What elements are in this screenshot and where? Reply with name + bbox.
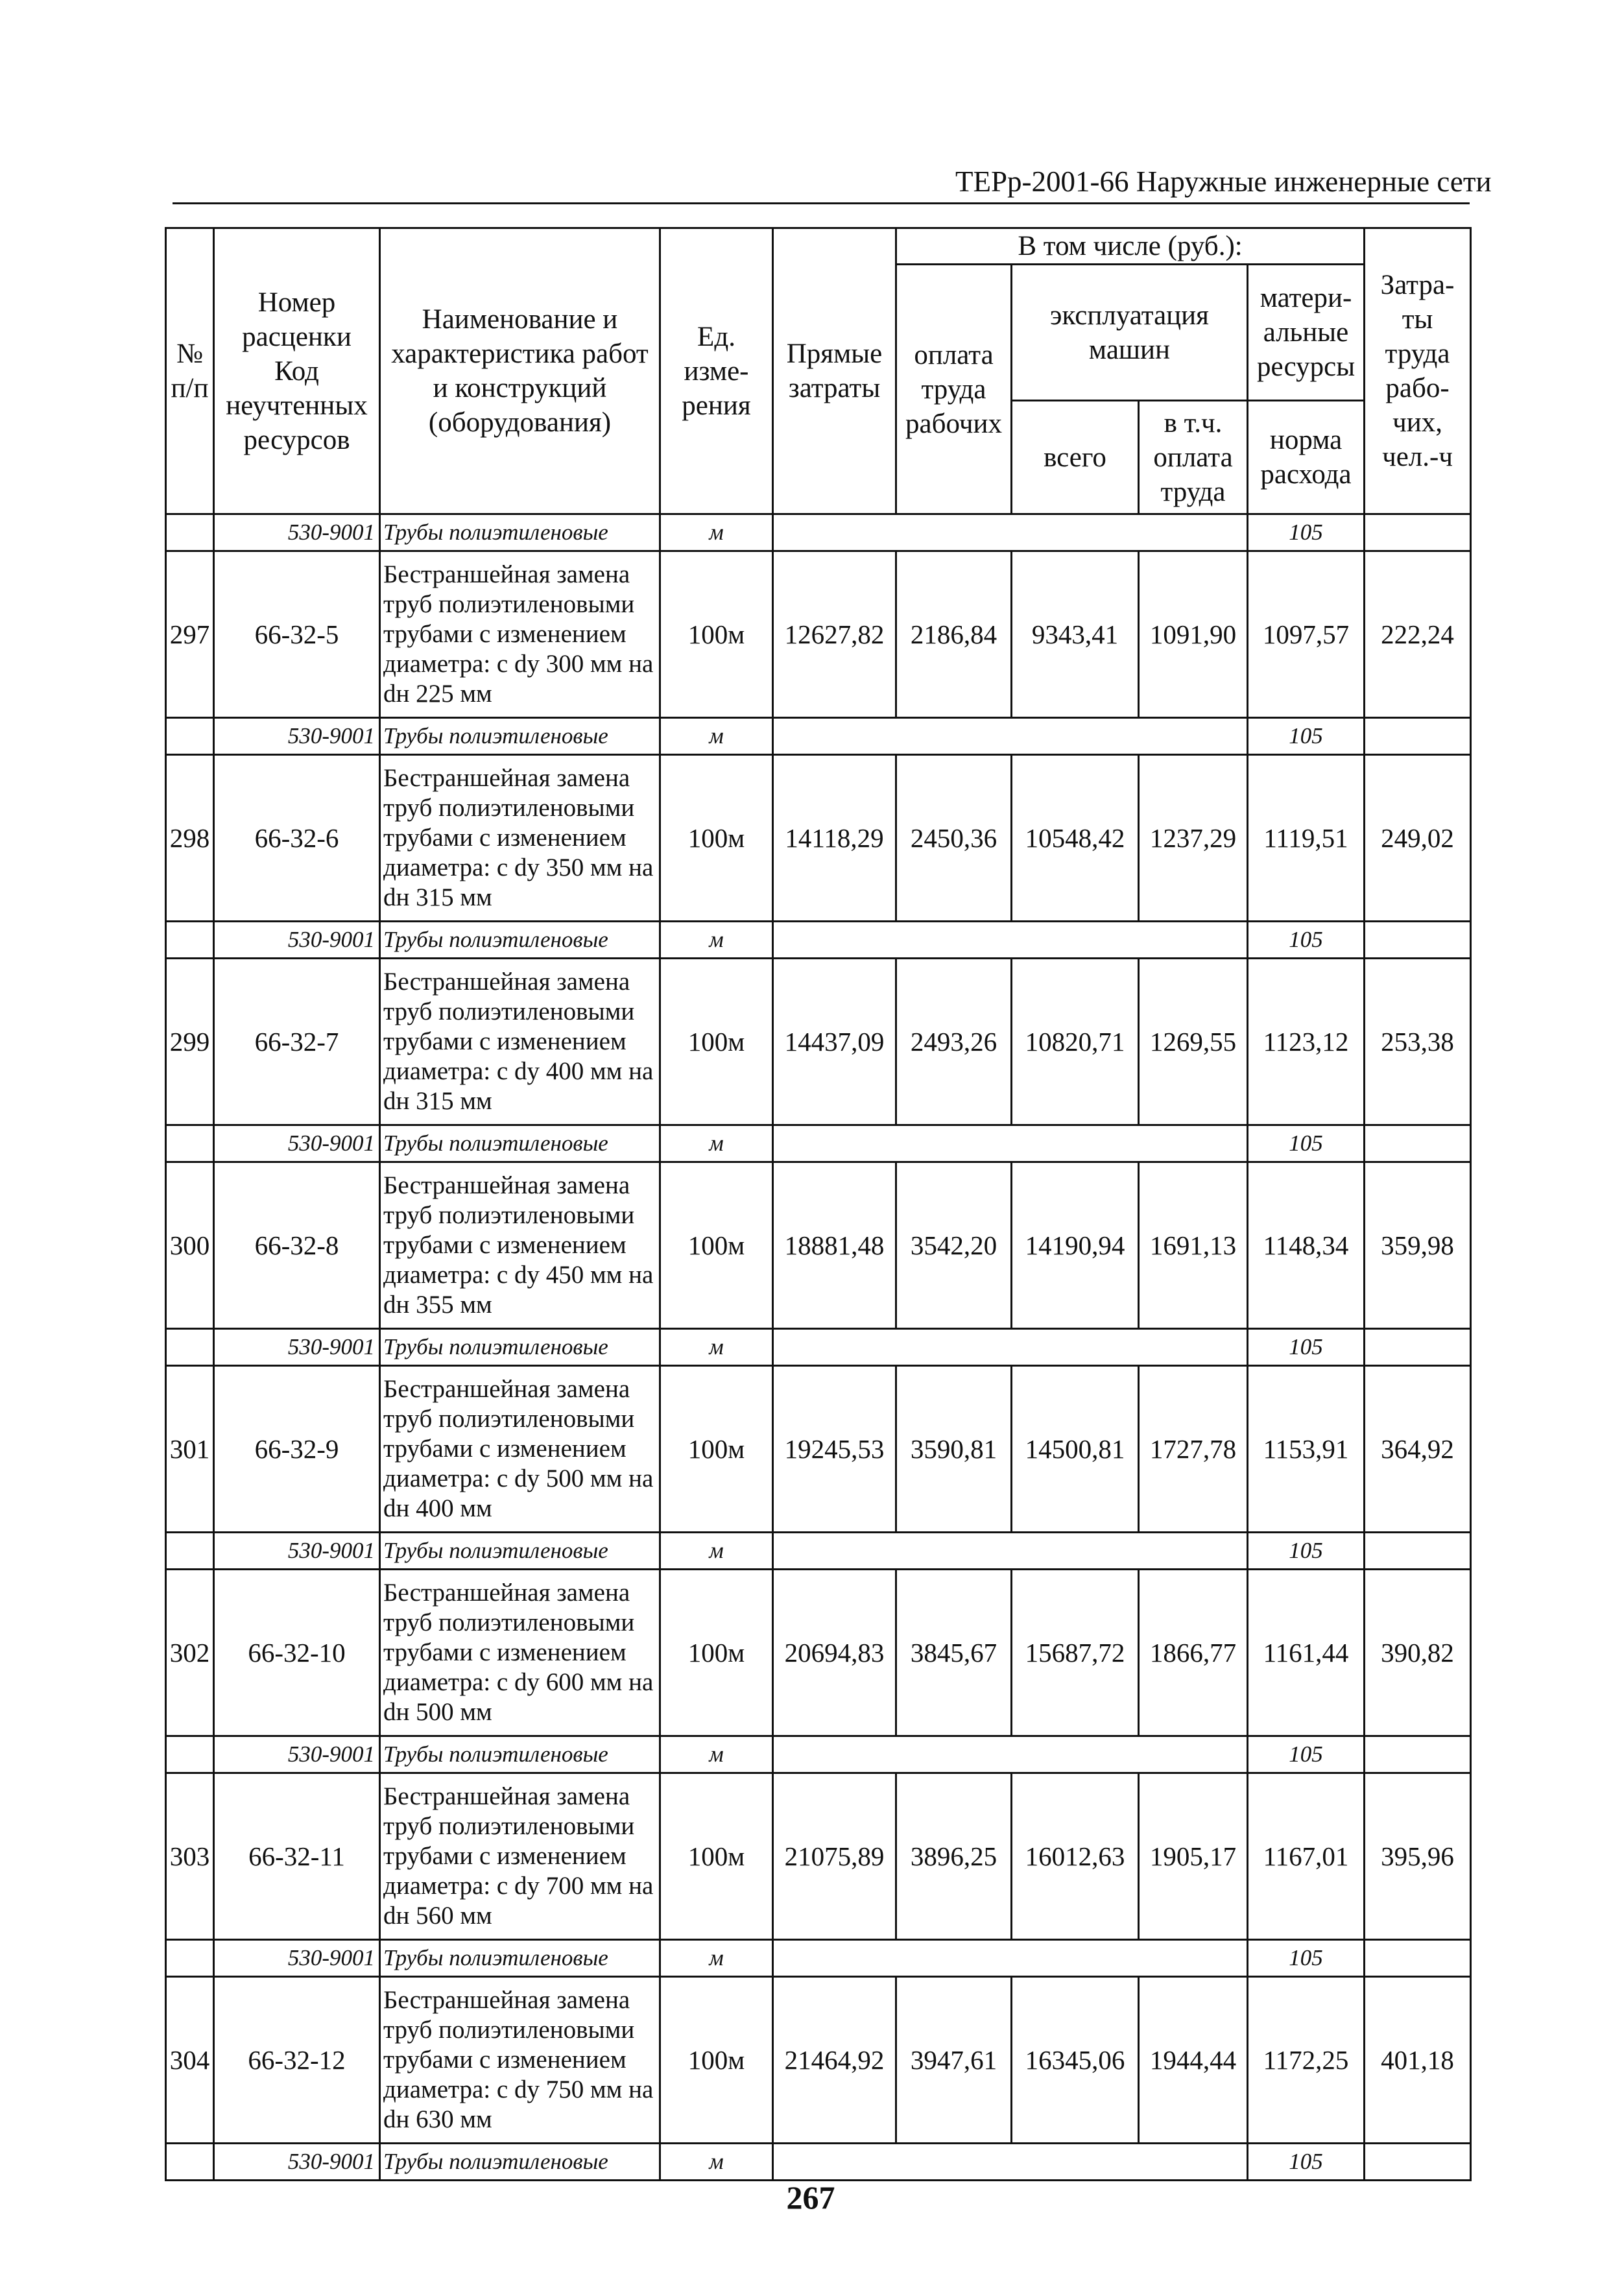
row-num-cell	[166, 1736, 214, 1773]
item-name: Бестраншейная замена труб полиэтиленовыми трубами с изменением диаметра: с dy 500 мм на dн 400 мм	[380, 1366, 660, 1533]
item-direct: 18881,48	[773, 1162, 896, 1329]
header-num: № п/п	[166, 228, 214, 514]
resource-norm: 105	[1248, 1329, 1365, 1366]
resource-blank	[773, 2144, 1248, 2181]
item-row	[166, 959, 1471, 1125]
item-unit: 100м	[660, 1773, 773, 1940]
resource-row	[166, 1736, 1471, 1773]
norm-table	[165, 227, 1472, 2181]
resource-code: 530-9001	[214, 1125, 380, 1162]
resource-row	[166, 922, 1471, 959]
item-machines-total: 14190,94	[1012, 1162, 1139, 1329]
item-num: 300	[166, 1162, 214, 1329]
item-row	[166, 1162, 1471, 1329]
resource-unit: м	[660, 1736, 773, 1773]
item-name: Бестраншейная замена труб полиэтиленовыми трубами с изменением диаметра: с dy 750 мм на dн 630 мм	[380, 1977, 660, 2144]
row-num-cell	[166, 1329, 214, 1366]
item-code: 66-32-6	[214, 755, 380, 922]
resource-norm: 105	[1248, 922, 1365, 959]
item-labor: 222,24	[1365, 551, 1471, 718]
resource-name: Трубы полиэтиленовые	[380, 1533, 660, 1570]
resource-name: Трубы полиэтиленовые	[380, 1940, 660, 1977]
item-code: 66-32-8	[214, 1162, 380, 1329]
resource-blank	[773, 718, 1248, 755]
item-machines-pay: 1944,44	[1139, 1977, 1248, 2144]
resource-name: Трубы полиэтиленовые	[380, 922, 660, 959]
item-unit: 100м	[660, 1162, 773, 1329]
resource-code: 530-9001	[214, 922, 380, 959]
resource-code: 530-9001	[214, 2144, 380, 2181]
item-name: Бестраншейная замена труб полиэтиленовыми трубами с изменением диаметра: с dy 700 мм на dн 560 мм	[380, 1773, 660, 1940]
resource-unit: м	[660, 1125, 773, 1162]
item-row	[166, 1570, 1471, 1736]
item-row	[166, 1977, 1471, 2144]
resource-unit: м	[660, 2144, 773, 2181]
resource-norm: 105	[1248, 1940, 1365, 1977]
item-unit: 100м	[660, 1977, 773, 2144]
row-num-cell	[166, 2144, 214, 2181]
resource-row	[166, 1125, 1471, 1162]
resource-labor-cell	[1365, 2144, 1471, 2181]
resource-labor-cell	[1365, 718, 1471, 755]
item-name: Бестраншейная замена труб полиэтиленовыми трубами с изменением диаметра: с dy 400 мм на dн 315 мм	[380, 959, 660, 1125]
item-labor-pay: 3896,25	[896, 1773, 1012, 1940]
page-header-title: ТЕРр-2001-66 Наружные инженерные сети	[955, 165, 1492, 198]
item-row	[166, 755, 1471, 922]
resource-unit: м	[660, 514, 773, 551]
item-labor-pay: 3542,20	[896, 1162, 1012, 1329]
resource-name: Трубы полиэтиленовые	[380, 514, 660, 551]
resource-code: 530-9001	[214, 1736, 380, 1773]
item-materials: 1161,44	[1248, 1570, 1365, 1736]
item-materials: 1148,34	[1248, 1162, 1365, 1329]
item-code: 66-32-7	[214, 959, 380, 1125]
item-name: Бестраншейная замена труб полиэтиленовыми трубами с изменением диаметра: с dy 350 мм на dн 315 мм	[380, 755, 660, 922]
header-machines-pay: в т.ч. оплата труда	[1139, 401, 1248, 514]
item-materials: 1172,25	[1248, 1977, 1365, 2144]
item-num: 304	[166, 1977, 214, 2144]
item-direct: 21075,89	[773, 1773, 896, 1940]
item-unit: 100м	[660, 959, 773, 1125]
item-machines-total: 9343,41	[1012, 551, 1139, 718]
row-num-cell	[166, 922, 214, 959]
resource-row	[166, 1329, 1471, 1366]
item-labor: 401,18	[1365, 1977, 1471, 2144]
item-unit: 100м	[660, 1570, 773, 1736]
item-labor: 253,38	[1365, 959, 1471, 1125]
item-num: 299	[166, 959, 214, 1125]
item-materials: 1097,57	[1248, 551, 1365, 718]
resource-row	[166, 1533, 1471, 1570]
item-labor: 364,92	[1365, 1366, 1471, 1533]
item-num: 298	[166, 755, 214, 922]
resource-code: 530-9001	[214, 1329, 380, 1366]
resource-unit: м	[660, 718, 773, 755]
item-num: 303	[166, 1773, 214, 1940]
row-num-cell	[166, 718, 214, 755]
header-machines-total: всего	[1012, 401, 1139, 514]
item-labor: 390,82	[1365, 1570, 1471, 1736]
header-name: Наименование и характеристика работ и конструкций (оборудования)	[380, 228, 660, 514]
item-row	[166, 1773, 1471, 1940]
item-direct: 14118,29	[773, 755, 896, 922]
item-materials: 1153,91	[1248, 1366, 1365, 1533]
item-labor-pay: 3845,67	[896, 1570, 1012, 1736]
item-machines-total: 16345,06	[1012, 1977, 1139, 2144]
item-name: Бестраншейная замена труб полиэтиленовыми трубами с изменением диаметра: с dy 300 мм на dн 225 мм	[380, 551, 660, 718]
item-machines-pay: 1269,55	[1139, 959, 1248, 1125]
item-unit: 100м	[660, 551, 773, 718]
resource-blank	[773, 1940, 1248, 1977]
resource-blank	[773, 922, 1248, 959]
resource-norm: 105	[1248, 1533, 1365, 1570]
item-code: 66-32-9	[214, 1366, 380, 1533]
header-materials: матери-альные ресурсы	[1248, 265, 1365, 401]
item-num: 302	[166, 1570, 214, 1736]
resource-norm: 105	[1248, 1125, 1365, 1162]
item-labor-pay: 3590,81	[896, 1366, 1012, 1533]
resource-unit: м	[660, 922, 773, 959]
resource-name: Трубы полиэтиленовые	[380, 1125, 660, 1162]
resource-name: Трубы полиэтиленовые	[380, 718, 660, 755]
item-direct: 19245,53	[773, 1366, 896, 1533]
item-direct: 20694,83	[773, 1570, 896, 1736]
item-row	[166, 551, 1471, 718]
resource-labor-cell	[1365, 1329, 1471, 1366]
header-rule	[173, 202, 1470, 204]
item-machines-total: 14500,81	[1012, 1366, 1139, 1533]
item-machines-pay: 1866,77	[1139, 1570, 1248, 1736]
resource-row	[166, 514, 1471, 551]
resource-blank	[773, 1329, 1248, 1366]
resource-blank	[773, 1125, 1248, 1162]
resource-blank	[773, 1533, 1248, 1570]
item-machines-total: 15687,72	[1012, 1570, 1139, 1736]
item-direct: 14437,09	[773, 959, 896, 1125]
resource-norm: 105	[1248, 514, 1365, 551]
item-code: 66-32-11	[214, 1773, 380, 1940]
row-num-cell	[166, 1533, 214, 1570]
item-machines-pay: 1237,29	[1139, 755, 1248, 922]
item-labor: 395,96	[1365, 1773, 1471, 1940]
resource-labor-cell	[1365, 1125, 1471, 1162]
row-num-cell	[166, 514, 214, 551]
item-machines-pay: 1727,78	[1139, 1366, 1248, 1533]
item-row	[166, 1366, 1471, 1533]
resource-row	[166, 718, 1471, 755]
resource-name: Трубы полиэтиленовые	[380, 2144, 660, 2181]
item-machines-pay: 1905,17	[1139, 1773, 1248, 1940]
resource-labor-cell	[1365, 922, 1471, 959]
item-labor-pay: 3947,61	[896, 1977, 1012, 2144]
resource-norm: 105	[1248, 1736, 1365, 1773]
header-unit: Ед. изме-рения	[660, 228, 773, 514]
item-machines-pay: 1691,13	[1139, 1162, 1248, 1329]
resource-code: 530-9001	[214, 1533, 380, 1570]
item-machines-total: 10548,42	[1012, 755, 1139, 922]
item-machines-total: 10820,71	[1012, 959, 1139, 1125]
item-code: 66-32-5	[214, 551, 380, 718]
resource-code: 530-9001	[214, 718, 380, 755]
item-unit: 100м	[660, 755, 773, 922]
header-norm: норма расхода	[1248, 401, 1365, 514]
table-body	[166, 514, 1471, 2181]
resource-row	[166, 2144, 1471, 2181]
resource-blank	[773, 514, 1248, 551]
item-code: 66-32-12	[214, 1977, 380, 2144]
header-including: В том числе (руб.):	[896, 228, 1365, 265]
item-machines-total: 16012,63	[1012, 1773, 1139, 1940]
resource-name: Трубы полиэтиленовые	[380, 1736, 660, 1773]
resource-labor-cell	[1365, 1940, 1471, 1977]
resource-unit: м	[660, 1940, 773, 1977]
resource-blank	[773, 1736, 1248, 1773]
item-labor: 359,98	[1365, 1162, 1471, 1329]
header-direct: Прямые затраты	[773, 228, 896, 514]
item-labor-pay: 2450,36	[896, 755, 1012, 922]
item-direct: 12627,82	[773, 551, 896, 718]
resource-row	[166, 1940, 1471, 1977]
item-num: 301	[166, 1366, 214, 1533]
item-materials: 1119,51	[1248, 755, 1365, 922]
header-labor: Затра-ты труда рабо-чих, чел.-ч	[1365, 228, 1471, 514]
item-name: Бестраншейная замена труб полиэтиленовыми трубами с изменением диаметра: с dy 600 мм на dн 500 мм	[380, 1570, 660, 1736]
page-number: 267	[786, 2179, 835, 2216]
header-code: Номер расценки Код неучтенных ресурсов	[214, 228, 380, 514]
header-labor-pay: оплата труда рабочих	[896, 265, 1012, 514]
item-labor-pay: 2493,26	[896, 959, 1012, 1125]
item-labor: 249,02	[1365, 755, 1471, 922]
resource-unit: м	[660, 1329, 773, 1366]
row-num-cell	[166, 1125, 214, 1162]
row-num-cell	[166, 1940, 214, 1977]
item-labor-pay: 2186,84	[896, 551, 1012, 718]
item-materials: 1167,01	[1248, 1773, 1365, 1940]
resource-labor-cell	[1365, 1533, 1471, 1570]
resource-code: 530-9001	[214, 1940, 380, 1977]
item-materials: 1123,12	[1248, 959, 1365, 1125]
resource-labor-cell	[1365, 1736, 1471, 1773]
resource-unit: м	[660, 1533, 773, 1570]
item-num: 297	[166, 551, 214, 718]
item-code: 66-32-10	[214, 1570, 380, 1736]
item-unit: 100м	[660, 1366, 773, 1533]
item-machines-pay: 1091,90	[1139, 551, 1248, 718]
item-direct: 21464,92	[773, 1977, 896, 2144]
resource-norm: 105	[1248, 718, 1365, 755]
resource-code: 530-9001	[214, 514, 380, 551]
resource-name: Трубы полиэтиленовые	[380, 1329, 660, 1366]
item-name: Бестраншейная замена труб полиэтиленовыми трубами с изменением диаметра: с dy 450 мм на dн 355 мм	[380, 1162, 660, 1329]
header-machines: эксплуатация машин	[1012, 265, 1248, 401]
resource-norm: 105	[1248, 2144, 1365, 2181]
resource-labor-cell	[1365, 514, 1471, 551]
